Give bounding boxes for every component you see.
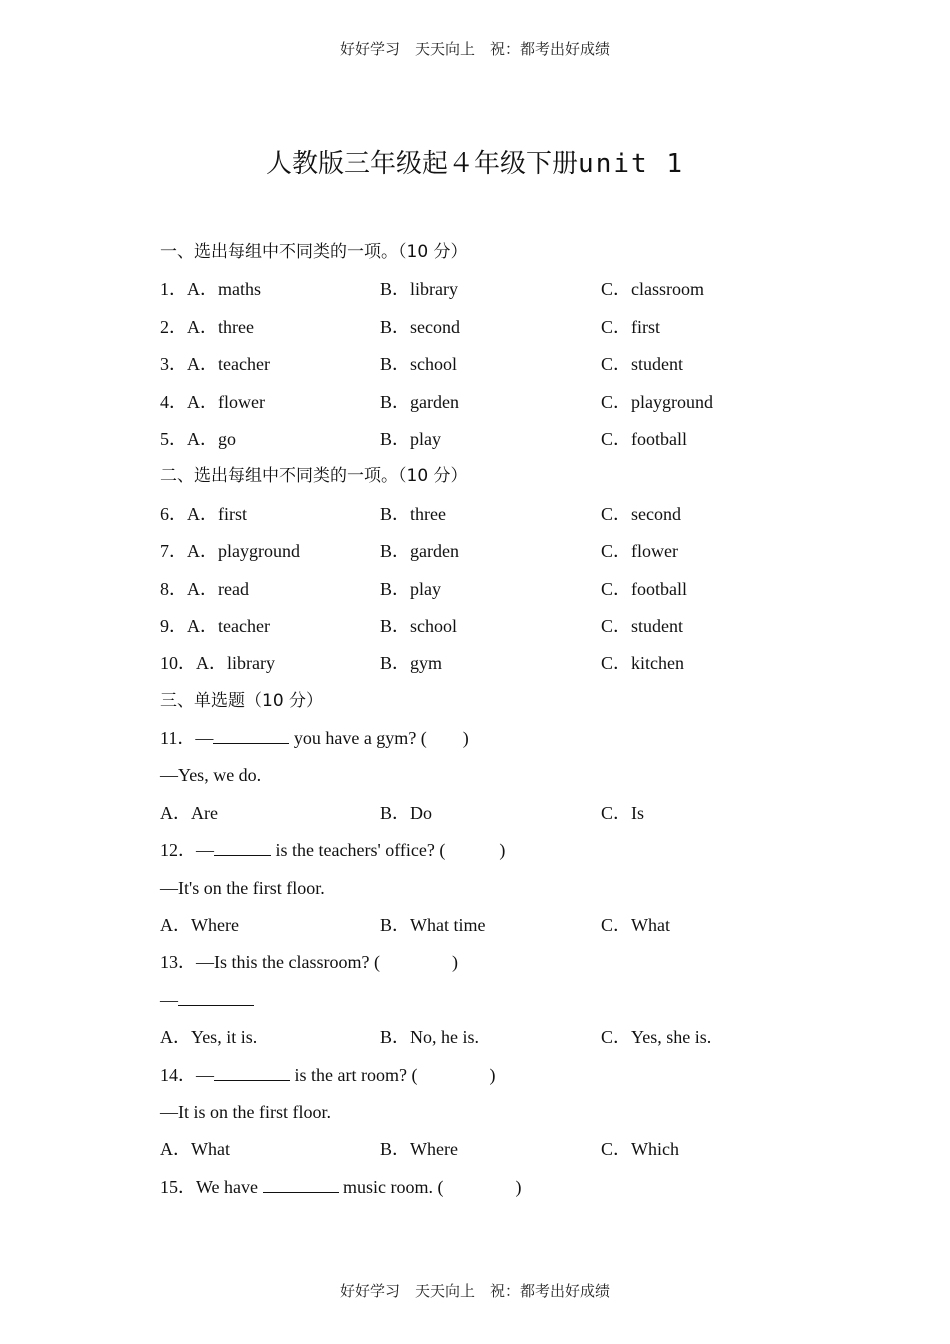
option-c: C．first: [601, 316, 661, 337]
option-b: B．three: [380, 503, 446, 524]
option-b: B．gym: [380, 653, 443, 674]
title-unit: unit 1: [578, 149, 684, 179]
option-b: B．Do: [380, 802, 433, 823]
option-b: B．school: [380, 354, 458, 375]
option-a: 2．A．three: [160, 316, 254, 337]
answer-blank[interactable]: [263, 1178, 339, 1193]
option-c: C．football: [601, 578, 687, 599]
question-14-options: [160, 1131, 800, 1168]
option-a: 8．A．read: [160, 578, 249, 599]
question-10: [160, 645, 800, 682]
section-heading-3: 三、单选题（10 分）: [160, 690, 324, 711]
question-13-options: [160, 1019, 800, 1056]
option-c: C．What: [601, 915, 670, 936]
question-13-stem: 13．—Is this the classroom? ( ): [160, 952, 458, 973]
section-heading-1: 一、选出每组中不同类的一项。（10 分）: [160, 242, 468, 262]
question-14-stem: [160, 1057, 800, 1094]
question-12-reply: —It's on the first floor.: [160, 877, 325, 898]
answer-blank[interactable]: [213, 729, 289, 744]
question-8: [160, 571, 800, 608]
reply-dash: —: [160, 989, 178, 1010]
question-text: you have a gym? ( ): [289, 728, 469, 749]
question-14-reply: —It is on the first floor.: [160, 1101, 331, 1122]
option-a: A．Where: [160, 915, 239, 936]
option-a: 5．A．go: [160, 428, 236, 449]
option-a: 6．A．first: [160, 503, 247, 524]
option-a: 4．A．flower: [160, 391, 265, 412]
option-c: C．Which: [601, 1139, 679, 1160]
question-text: is the teachers' office? ( ): [271, 840, 506, 861]
question-7: [160, 533, 800, 570]
page-header: 好好学习 天天向上 祝：都考出好成绩: [339, 40, 610, 58]
question-11-reply: —Yes, we do.: [160, 765, 262, 786]
option-c: C．football: [601, 428, 687, 449]
option-a: A．Are: [160, 802, 218, 823]
answer-blank[interactable]: [214, 841, 271, 856]
page-title: [0, 143, 950, 180]
option-b: B．second: [380, 316, 460, 337]
answer-blank[interactable]: [214, 1066, 290, 1081]
question-5: [160, 421, 800, 458]
option-b: B．play: [380, 578, 441, 599]
question-13-reply: [160, 982, 800, 1019]
option-a: 9．A．teacher: [160, 615, 270, 636]
option-c: C．second: [601, 503, 681, 524]
answer-blank[interactable]: [178, 991, 254, 1006]
option-c: C．playground: [601, 391, 713, 412]
option-a: 7．A．playground: [160, 541, 300, 562]
option-b: B．No, he is.: [380, 1027, 479, 1048]
option-b: B．garden: [380, 541, 459, 562]
option-a: A．What: [160, 1139, 230, 1160]
option-c: C．student: [601, 615, 684, 636]
option-b: B．play: [380, 428, 441, 449]
question-12-stem: [160, 832, 800, 869]
question-2: [160, 309, 800, 346]
question-9: [160, 608, 800, 645]
option-c: C．kitchen: [601, 653, 684, 674]
option-c: C．flower: [601, 541, 678, 562]
option-c: C．Yes, she is.: [601, 1027, 712, 1048]
question-prefix: 14．—: [160, 1064, 214, 1085]
option-a: 1．A．maths: [160, 279, 261, 300]
option-b: B．school: [380, 615, 458, 636]
option-c: C．student: [601, 354, 684, 375]
option-c: C．classroom: [601, 279, 704, 300]
question-11-stem: [160, 720, 800, 757]
option-c: C．Is: [601, 802, 645, 823]
question-11-options: [160, 795, 800, 832]
question-15-stem: [160, 1169, 800, 1206]
title-chinese: 人教版三年级起４年级下册: [266, 149, 579, 179]
option-b: B．What time: [380, 915, 486, 936]
question-prefix: 12．—: [160, 840, 214, 861]
page-footer: 好好学习 天天向上 祝：都考出好成绩: [339, 1282, 610, 1300]
section-heading-2: 二、选出每组中不同类的一项。（10 分）: [160, 466, 468, 487]
question-12-options: [160, 907, 800, 944]
question-prefix: 11．—: [160, 728, 214, 749]
question-1: [160, 271, 800, 308]
question-4: [160, 384, 800, 421]
option-b: B．garden: [380, 391, 459, 412]
option-a: A．Yes, it is.: [160, 1027, 258, 1048]
option-b: B．library: [380, 279, 458, 300]
option-a: 10．A．library: [160, 653, 275, 674]
question-prefix: 15．We have: [160, 1176, 263, 1197]
option-b: B．Where: [380, 1139, 458, 1160]
option-a: 3．A．teacher: [160, 354, 270, 375]
question-3: [160, 346, 800, 383]
worksheet-content: [160, 234, 800, 1206]
question-6: [160, 496, 800, 533]
question-text: music room. ( ): [338, 1176, 522, 1197]
question-text: is the art room? ( ): [290, 1064, 496, 1085]
